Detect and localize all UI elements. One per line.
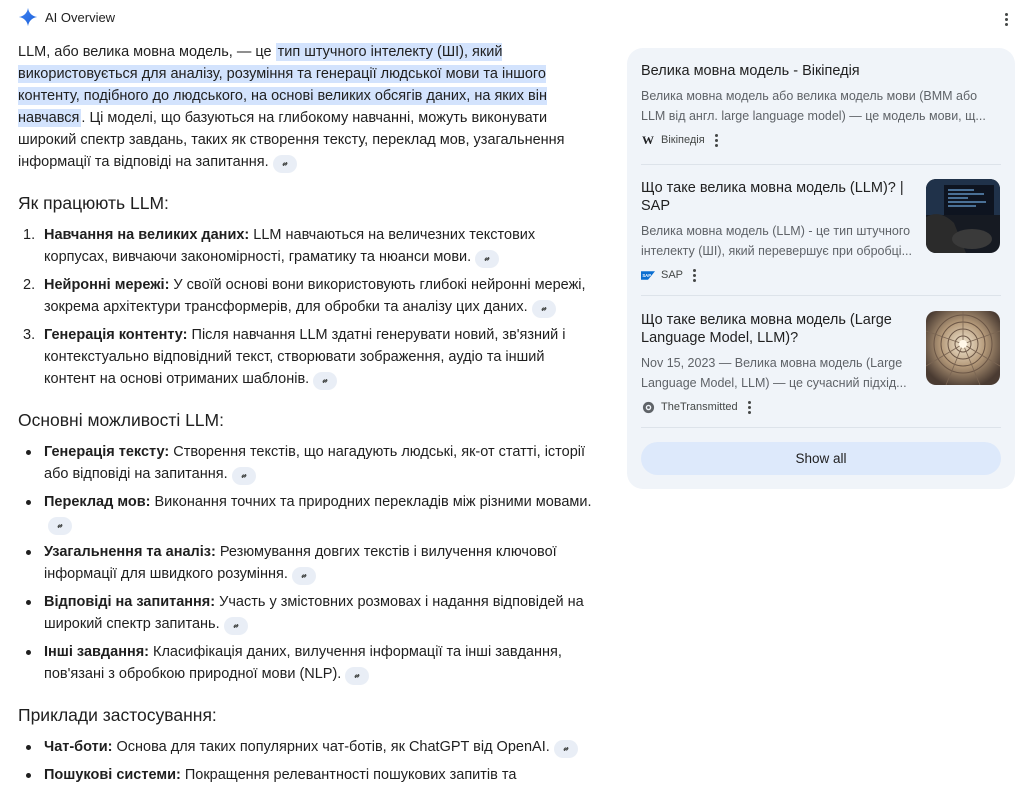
sap-logo-icon xyxy=(641,268,655,282)
item-text: Після навчання LLM здатні генерувати новий, зв'язний і контекстуально відповідний текст, створювати зображення, аудіо та інший контент на основі отриманих шаблонів. xyxy=(44,327,566,387)
source-card-snippet: Велика мовна модель або велика модель мови (ВММ або LLM від англ. large language model) — це модель мови, щ... xyxy=(641,89,986,123)
list-item xyxy=(18,736,598,758)
list-item xyxy=(18,541,598,585)
how-list xyxy=(18,224,598,390)
source-link-icon[interactable] xyxy=(232,467,256,485)
source-card-snippet: Велика мовна модель (LLM) - це тип штучного інтелекту (ШІ), який перевершує при обробці... xyxy=(641,224,912,258)
list-item xyxy=(18,641,598,685)
source-card[interactable] xyxy=(641,311,913,415)
list-item xyxy=(18,764,598,786)
transmitted-thumbnail-image[interactable] xyxy=(926,311,1000,385)
intro-paragraph xyxy=(18,41,598,173)
item-text: Виконання точних та природних перекладів між різними мовами. xyxy=(150,494,592,510)
svg-text:SAP: SAP xyxy=(642,272,652,278)
globe-icon xyxy=(641,400,655,414)
item-text: Класифікація даних, вилучення інформації та інші завдання, пов'язані з обробкою природної мови (NLP). xyxy=(44,644,562,682)
source-link-icon[interactable] xyxy=(48,517,72,535)
item-number: 1. xyxy=(23,227,36,243)
source-link-icon[interactable] xyxy=(554,740,578,758)
source-attribution xyxy=(641,132,1001,148)
source-link-icon[interactable] xyxy=(224,617,248,635)
intro-rest: . Ці моделі, що базуються на глибокому навчанні, можуть виконувати широкий спектр завдань, таких як створення тексту, переклад мов, узагальнення інформації та відповіді на запитання. xyxy=(18,110,565,170)
capabilities-list xyxy=(18,441,598,685)
intro-lead: LLM, або велика мовна модель, — це xyxy=(18,44,276,60)
item-number: 2. xyxy=(23,277,36,293)
divider xyxy=(641,295,1001,296)
list-item xyxy=(18,224,598,268)
item-term: Переклад мов: xyxy=(44,494,151,510)
item-text: Покращення релевантності пошукових запитів та xyxy=(180,767,517,783)
ai-overview-header xyxy=(0,0,1024,36)
how-heading: Як працюють LLM: xyxy=(18,193,169,213)
item-term: Узагальнення та аналіз: xyxy=(44,544,216,560)
ai-overview-title: AI Overview xyxy=(45,10,116,25)
source-more-icon[interactable] xyxy=(693,269,696,282)
examples-list xyxy=(18,736,598,786)
source-card-snippet: Nov 15, 2023 — Велика мовна модель (Large Language Model, LLM) — це сучасний підхід... xyxy=(641,356,907,390)
list-item xyxy=(18,324,598,390)
source-link-icon[interactable] xyxy=(313,372,337,390)
sources-panel xyxy=(627,48,1015,489)
source-card[interactable] xyxy=(641,179,913,283)
source-more-icon[interactable] xyxy=(748,401,751,414)
source-name: TheTransmitted xyxy=(661,401,738,413)
source-attribution xyxy=(641,267,913,283)
item-text: Основа для таких популярних чат-ботів, як ChatGPT від OpenAI. xyxy=(112,739,550,755)
source-name: Вікіпедія xyxy=(661,134,705,146)
source-link-icon[interactable] xyxy=(475,250,499,268)
item-text: Створення текстів, що нагадують людські, як-от статті, історії або відповіді на запитання. xyxy=(44,444,586,482)
item-number: 3. xyxy=(23,327,36,343)
examples-heading: Приклади застосування: xyxy=(18,705,217,725)
list-item xyxy=(18,491,598,535)
sap-thumbnail-image[interactable] xyxy=(926,179,1000,253)
item-text: Резюмування довгих текстів і вилучення ключової інформації для швидкого розуміння. xyxy=(44,544,557,582)
overview-content xyxy=(18,41,598,792)
item-term: Генерація контенту: xyxy=(44,327,188,343)
source-link-icon[interactable] xyxy=(532,300,556,318)
source-link-icon[interactable] xyxy=(345,667,369,685)
source-link-icon[interactable] xyxy=(292,567,316,585)
list-item xyxy=(18,591,598,635)
divider xyxy=(641,427,1001,428)
source-card-title[interactable]: Що таке велика мовна модель (LLM)? | SAP xyxy=(641,180,904,214)
item-term: Інші завдання: xyxy=(44,644,149,660)
item-term: Генерація тексту: xyxy=(44,444,170,460)
capabilities-heading: Основні можливості LLM: xyxy=(18,410,224,430)
item-text: Участь у змістовних розмовах і надання відповідей на широкий спектр запитань. xyxy=(44,594,584,632)
item-text: У своїй основі вони використовують глибокі нейронні мережі, зокрема архітектури трансформерів, для обробки та аналізу цих даних. xyxy=(44,277,586,315)
item-term: Нейронні мережі: xyxy=(44,277,170,293)
highlighted-definition[interactable]: тип штучного інтелекту (ШІ), який використовується для аналізу, розуміння та генерації людської мови та іншого контенту, подібного до людського, на основі великих обсягів даних, на яких він навчався xyxy=(18,44,547,126)
item-term: Чат-боти: xyxy=(44,739,113,755)
gemini-spark-icon xyxy=(18,7,38,27)
list-item xyxy=(18,441,598,485)
list-item xyxy=(18,274,598,318)
show-all-button[interactable]: Show all xyxy=(641,442,1001,475)
source-card-title[interactable]: Велика мовна модель - Вікіпедія xyxy=(641,63,860,79)
source-link-icon[interactable] xyxy=(273,155,297,173)
item-term: Навчання на великих даних: xyxy=(44,227,250,243)
item-term: Відповіді на запитання: xyxy=(44,594,216,610)
divider xyxy=(641,164,1001,165)
item-term: Пошукові системи: xyxy=(44,767,181,783)
wikipedia-icon: W xyxy=(642,132,654,147)
source-name: SAP xyxy=(661,269,684,281)
source-attribution xyxy=(641,399,913,415)
source-more-icon[interactable] xyxy=(715,134,718,147)
item-text: LLM навчаються на величезних текстових корпусах, вивчаючи закономірності, граматику та нюанси мови. xyxy=(44,227,536,265)
source-card-title[interactable]: Що таке велика мовна модель (Large Language Model, LLM)? xyxy=(641,312,892,346)
source-card[interactable] xyxy=(641,62,1001,148)
more-options-icon[interactable] xyxy=(996,9,1016,29)
